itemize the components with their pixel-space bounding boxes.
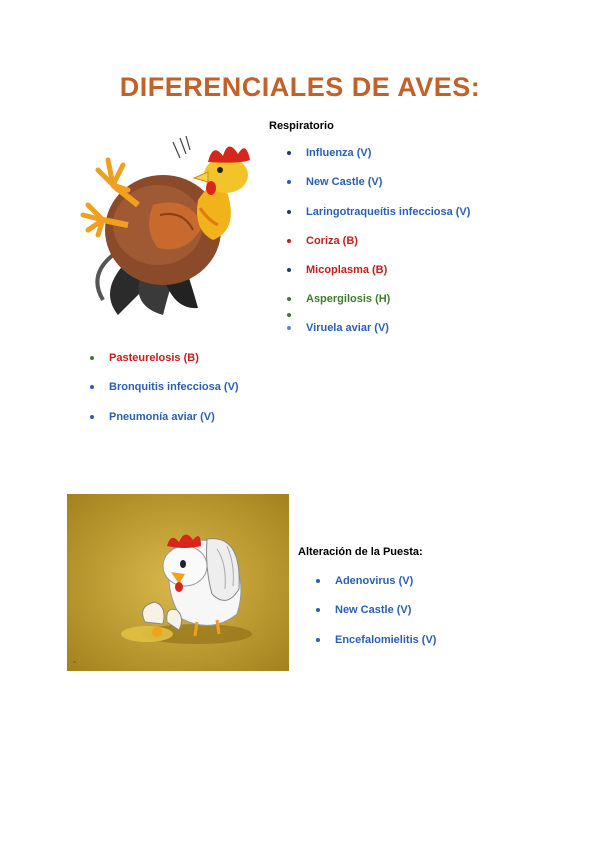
bullet-icon <box>316 608 320 612</box>
respiratory-list-continued <box>90 351 239 439</box>
list-item: Aspergilosis (H) <box>287 292 470 307</box>
list-item: Influenza (V) <box>287 146 470 175</box>
bullet-icon <box>287 313 291 317</box>
bullet-icon <box>90 415 94 419</box>
bullet-icon <box>287 268 291 272</box>
bullet-icon <box>90 385 94 389</box>
laying-label: Alteración de la Puesta: <box>298 546 423 558</box>
respiratory-list <box>287 146 470 351</box>
list-item: Pasteurelosis (B) <box>90 351 239 380</box>
list-item: Viruela aviar (V) <box>287 321 470 350</box>
list-item: Coriza (B) <box>287 234 470 263</box>
page-title: DIFERENCIALES DE AVES: <box>119 72 481 102</box>
bullet-icon <box>287 180 291 184</box>
bullet-icon <box>287 239 291 243</box>
hen-with-broken-egg-illustration <box>67 494 289 671</box>
list-item: Pneumonía aviar (V) <box>90 410 239 439</box>
bullet-icon <box>287 297 291 301</box>
svg-text:~: ~ <box>73 660 76 666</box>
list-item: Encefalomielitis (V) <box>316 633 436 662</box>
bullet-icon <box>287 151 291 155</box>
bullet-icon <box>287 326 291 330</box>
bullet-icon <box>90 356 94 360</box>
list-item: New Castle (V) <box>287 175 470 204</box>
list-item: New Castle (V) <box>316 603 436 632</box>
list-item: Bronquitis infecciosa (V) <box>90 380 239 409</box>
laying-list <box>316 574 436 662</box>
list-item: Adenovirus (V) <box>316 574 436 603</box>
respiratory-label: Respiratorio <box>269 120 334 132</box>
list-item-empty <box>287 307 470 321</box>
list-item: Micoplasma (B) <box>287 263 470 292</box>
sick-rooster-illustration <box>68 130 268 320</box>
list-item: Laringotraqueítis infecciosa (V) <box>287 205 470 234</box>
bullet-icon <box>287 210 291 214</box>
bullet-icon <box>316 638 320 642</box>
bullet-icon <box>316 579 320 583</box>
